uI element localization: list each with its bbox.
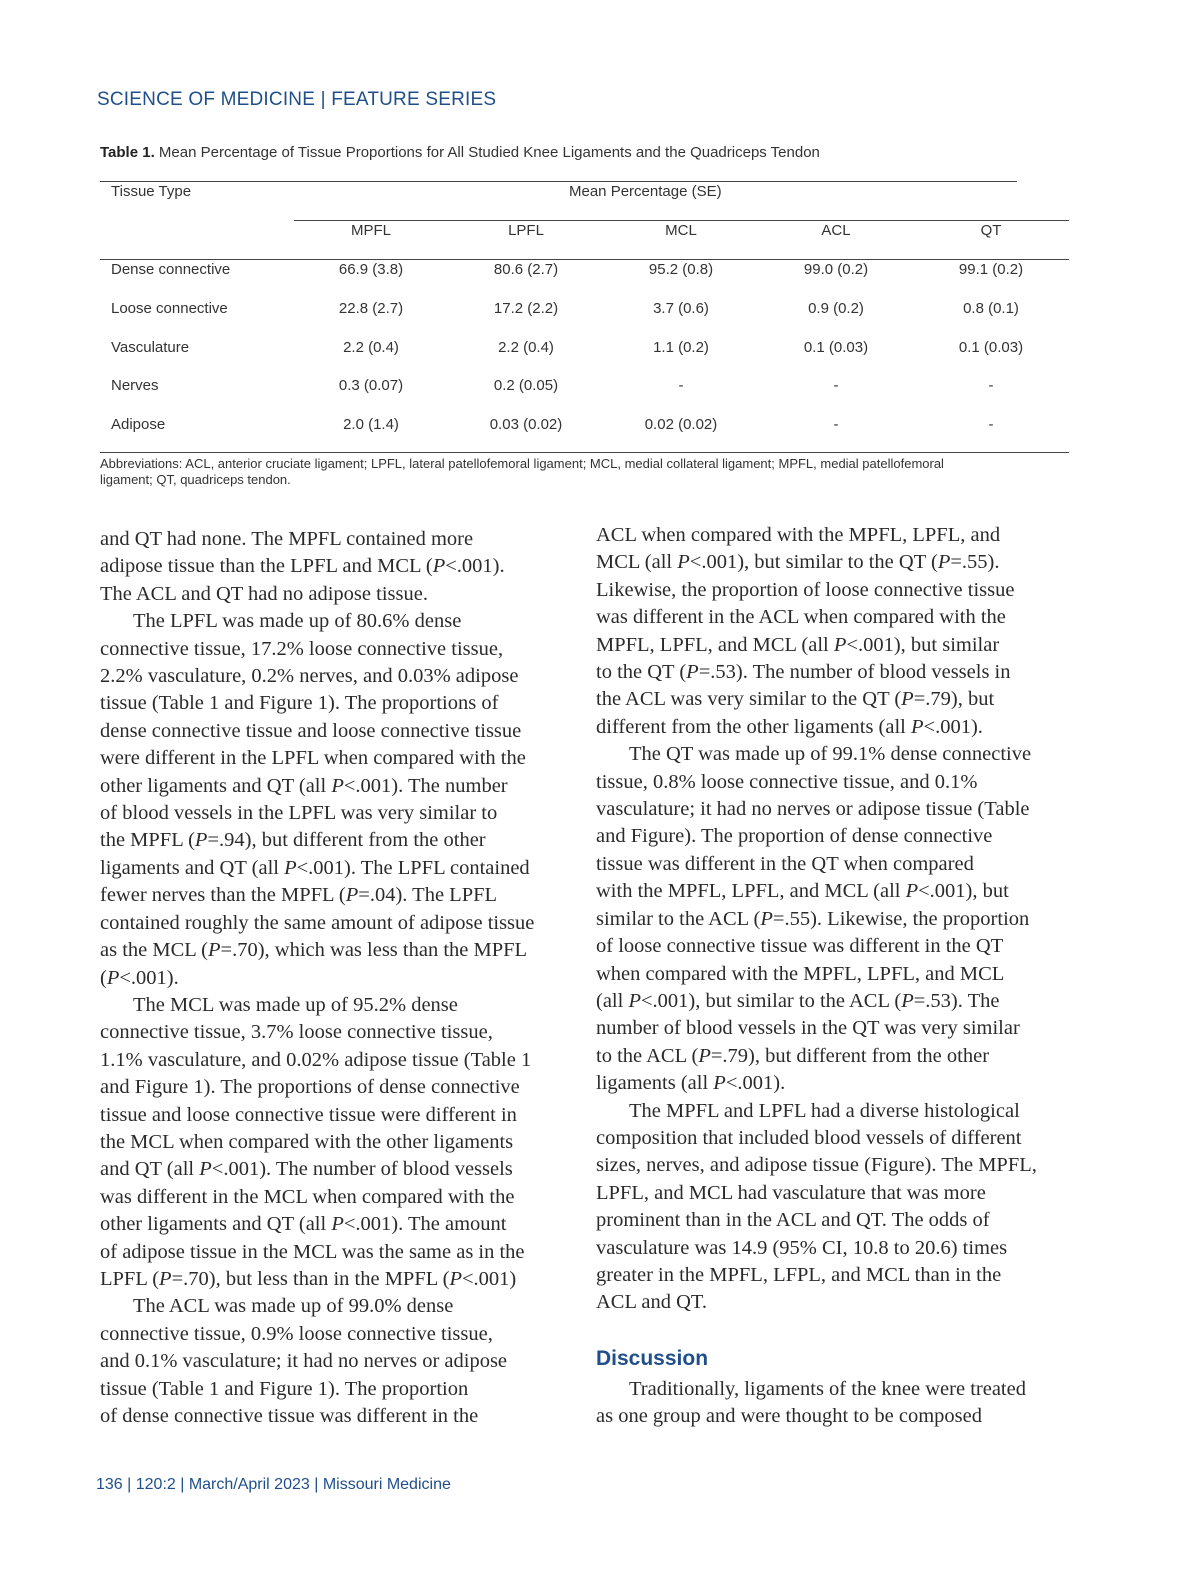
table-title: Mean Percentage of Tissue Proportions for All Studied Knee Ligaments and the Quadriceps Tendon (158, 144, 820, 161)
table-group-header: Mean Percentage (SE) (569, 183, 722, 200)
table-cell: 0.8 (0.1) (963, 300, 1019, 317)
table-column-header: MCL (665, 222, 697, 239)
body-column-left (100, 526, 575, 1430)
table-cell: - (833, 416, 839, 433)
table-cell: 2.2 (0.4) (498, 339, 554, 356)
table-column-header: QT (980, 222, 1002, 239)
table-cell: 0.02 (0.02) (644, 416, 718, 433)
table-abbreviations: Abbreviations: ACL, anterior cruciate ligament; LPFL, lateral patellofemoral ligament; MCL, medial collateral ligament; MPFL, medial patellofemoral ligament; QT, quadriceps tendon. (100, 456, 944, 487)
discussion-body (596, 1376, 1076, 1431)
left-column-paragraph: The MCL was made up of 95.2% dense connective tissue, 3.7% loose connective tissue, 1.1% vasculature, and 0.02% adipose tissue (Table 1 and Figure 1). The proportions of dense connective tissue and loose connective tissue were different in the MCL when compared with the other ligaments and QT (all P<.001). The number of blood vessels was different in the MCL when compared with the other ligaments and QT (all P<.001). The amount of adipose tissue in the MCL was the same as in the LPFL (P=.70), but less than in the MPFL (P<.001) (100, 993, 532, 1290)
table-cell: - (833, 377, 839, 394)
discussion-paragraph: Traditionally, ligaments of the knee were treated as one group and were thought to be composed (596, 1378, 1026, 1428)
table-cell: 95.2 (0.8) (648, 261, 714, 278)
table-top-rule (100, 181, 1017, 182)
table-row-label: Loose connective (111, 300, 228, 317)
table-group-rule (294, 220, 1069, 221)
table-row-label: Nerves (111, 377, 159, 394)
table-caption (100, 144, 820, 161)
table-column-header: MPFL (350, 222, 391, 239)
table-cell: 80.6 (2.7) (493, 261, 559, 278)
table-label: Table 1. (100, 144, 155, 161)
table-row-label: Adipose (111, 416, 166, 433)
table-cell: 99.1 (0.2) (958, 261, 1024, 278)
table-row-header: Tissue Type (111, 183, 192, 200)
table-row-label: Vasculature (111, 339, 190, 356)
table-cell: 22.8 (2.7) (338, 300, 404, 317)
table-cell: 99.0 (0.2) (803, 261, 869, 278)
table-cell: 0.03 (0.02) (489, 416, 563, 433)
right-column-paragraph: The MPFL and LPFL had a diverse histological composition that included blood vessels of different sizes, nerves, and adipose tissue (Figure). The MPFL, LPFL, and MCL had vasculature that was more prominent than in the ACL and QT. The odds of vasculature was 14.9 (95% CI, 10.8 to 20.6) times greater in the MPFL, LFPL, and MCL than in the ACL and QT. (596, 1099, 1037, 1314)
running-header: SCIENCE OF MEDICINE | FEATURE SERIES (97, 89, 497, 110)
table-bottom-rule (100, 452, 1069, 453)
table-cell: - (678, 377, 684, 394)
table-cell: 3.7 (0.6) (653, 300, 709, 317)
left-column-paragraph: The ACL was made up of 99.0% dense connective tissue, 0.9% loose connective tissue, and 0.1% vasculature; it had no nerves or adipose tissue (Table 1 and Figure 1). The proportion of dense connective tissue was different in the (100, 1295, 508, 1427)
table-cell: 2.2 (0.4) (343, 339, 399, 356)
table-header-rule (100, 259, 1069, 260)
table-cell: 0.1 (0.03) (803, 339, 869, 356)
left-column-paragraph: The LPFL was made up of 80.6% dense connective tissue, 17.2% loose connective tissue, 2.2% vasculature, 0.2% nerves, and 0.03% adipose tissue (Table 1 and Figure 1). The proportions of dense connective tissue and loose connective tissue were different in the LPFL when compared with the other ligaments and QT (all P<.001). The number of blood vessels in the LPFL was very similar to the MPFL (P=.94), but different from the other ligaments and QT (all P<.001). The LPFL contained fewer nerves than the MPFL (P=.04). The LPFL contained roughly the same amount of adipose tissue as the MCL (P=.70), which was less than the MPFL (P<.001). (100, 610, 535, 989)
right-column-paragraph: ACL when compared with the MPFL, LPFL, and MCL (all P<.001), but similar to the QT (P=.55). Likewise, the proportion of loose connective tissue was different in the ACL when compared with the MPFL, LPFL, and MCL (all P<.001), but similar to the QT (P=.53). The number of blood vessels in the ACL was very similar to the QT (P=.79), but different from the other ligaments (all P<.001). (596, 524, 1015, 738)
right-column-paragraph: The QT was made up of 99.1% dense connective tissue, 0.8% loose connective tissue, and 0.1% vasculature; it had no nerves or adipose tissue (Table and Figure). The proportion of dense connective tissue was different in the QT when compared with the MPFL, LPFL, and MCL (all P<.001), but similar to the ACL (P=.55). Likewise, the proportion of loose connective tissue was different in the QT when compared with the MPFL, LPFL, and MCL (all P<.001), but similar to the ACL (P=.53). The number of blood vessels in the QT was very similar to the ACL (P=.79), but different from the other ligaments (all P<.001). (596, 743, 1032, 1095)
body-column-right (596, 522, 1076, 1317)
table-cell: 0.3 (0.07) (338, 377, 404, 394)
left-column-paragraph: and QT had none. The MPFL contained more adipose tissue than the LPFL and MCL (P<.001). The ACL and QT had no adipose tissue. (100, 528, 505, 605)
table-cell: 66.9 (3.8) (338, 261, 404, 278)
table-column-header: ACL (821, 222, 851, 239)
table-cell: 0.1 (0.03) (958, 339, 1024, 356)
table-cell: - (988, 416, 994, 433)
table-cell: 17.2 (2.2) (493, 300, 559, 317)
table-cell: 2.0 (1.4) (343, 416, 399, 433)
discussion-heading: Discussion (596, 1347, 709, 1370)
table-cell: - (988, 377, 994, 394)
page-footer: 136 | 120:2 | March/April 2023 | Missouri Medicine (96, 1476, 451, 1493)
table-cell: 0.2 (0.05) (493, 377, 559, 394)
table-column-header: LPFL (508, 222, 544, 239)
table-row-label: Dense connective (111, 261, 231, 278)
table-cell: 1.1 (0.2) (653, 339, 709, 356)
table-cell: 0.9 (0.2) (808, 300, 864, 317)
